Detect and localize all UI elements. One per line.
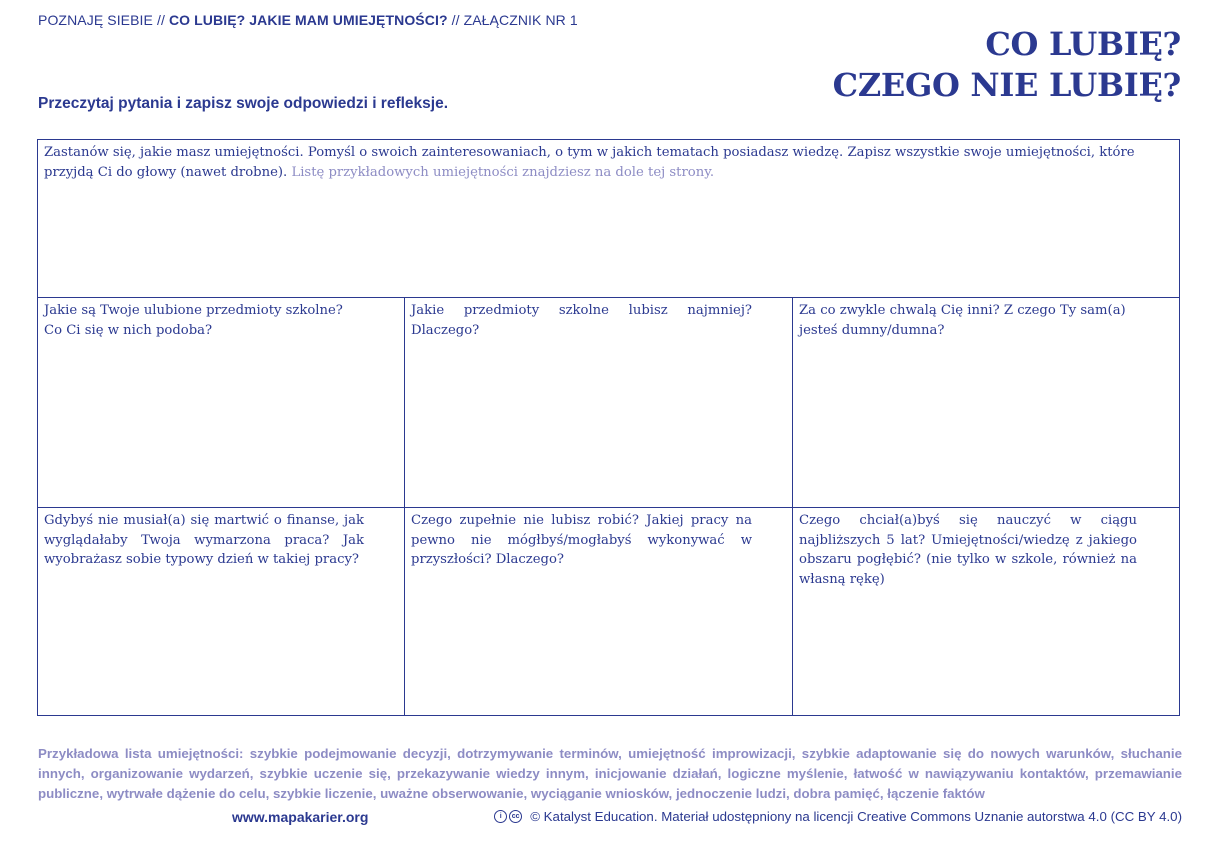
skills-answer-box[interactable]	[38, 140, 1178, 298]
website-link[interactable]: www.mapakarier.org	[232, 809, 369, 825]
cc-icon: cc	[509, 810, 522, 823]
breadcrumb-attachment: // ZAŁĄCZNIK NR 1	[447, 12, 578, 28]
least-liked-subjects-prompt: Jakie przedmioty szkolne lubisz najmniej? Dlaczego?	[411, 303, 752, 338]
worksheet-grid	[37, 139, 1180, 716]
breadcrumb	[38, 12, 578, 28]
dream-job-prompt: Gdybyś nie musiał(a) się martwić o finanse, jak wyglądałaby Twoja wymarzona praca? Jak wyobrażasz sobie typowy dzień w takiej pracy?	[44, 513, 364, 567]
dream-job-box[interactable]	[38, 508, 404, 715]
future-learning-box[interactable]	[793, 508, 1179, 715]
skills-prompt-note: Listę przykładowych umiejętności znajdziesz na dole tej strony.	[291, 164, 715, 180]
favorite-subjects-prompt: Jakie są Twoje ulubione przedmioty szkolne? Co Ci się w nich podoba?	[44, 303, 343, 338]
skills-prompt: Zastanów się, jakie masz umiejętności. Pomyśl o swoich zainteresowaniach, o tym w jakich tematach posiadasz wiedzę. Zapisz wszystkie swoje umiejętności, które przyjdą Ci do głowy (nawet drobne).	[44, 145, 1135, 180]
praise-pride-box[interactable]	[793, 298, 1179, 507]
future-learning-prompt: Czego chciał(a)byś się nauczyć w ciągu najbliższych 5 lat? Umiejętności/wiedzę z jakiego obszaru pogłębić? (nie tylko w szkole, również na własną rękę)	[799, 513, 1137, 587]
cc-by-icon: i	[494, 810, 507, 823]
example-skills-list: Przykładowa lista umiejętności: szybkie podejmowanie decyzji, dotrzymywanie terminów, umiejętność improwizacji, szybkie adaptowanie się do nowych warunków, słuchanie innych, organizowanie wydarzeń, szybkie uczenie się, przekazywanie wiedzy innym, inicjowanie działań, logiczne myślenie, łatwość w nawiązywaniu kontaktów, przemawianie publiczne, wytrwałe dążenie do celu, szybkie liczenie, uważne obserwowanie, wyciąganie wniosków, jednoczenie ludzi, dobra pamięć, łączenie faktów	[38, 746, 1182, 801]
license-notice	[494, 809, 1182, 824]
breadcrumb-topic: CO LUBIĘ? JAKIE MAM UMIEJĘTNOŚCI?	[168, 12, 448, 28]
praise-pride-prompt: Za co zwykle chwalą Cię inni? Z czego Ty sam(a) jesteś dumny/dumna?	[799, 303, 1126, 338]
disliked-work-prompt: Czego zupełnie nie lubisz robić? Jakiej pracy na pewno nie mógłbyś/mogłabyś wykonywać w przyszłości? Dlaczego?	[411, 513, 752, 567]
disliked-work-box[interactable]	[405, 508, 792, 715]
instruction-text: Przeczytaj pytania i zapisz swoje odpowiedzi i refleksje.	[38, 95, 449, 112]
title-line-1: CO LUBIĘ?	[985, 25, 1181, 63]
page-title	[833, 24, 1181, 106]
license-text: © Katalyst Education. Materiał udostępniony na licencji Creative Commons Uznanie autorstwa 4.0 (CC BY 4.0)	[530, 809, 1182, 824]
favorite-subjects-box[interactable]	[38, 298, 404, 507]
cc-icons	[494, 810, 522, 823]
least-liked-subjects-box[interactable]	[405, 298, 792, 507]
title-line-2: CZEGO NIE LUBIĘ?	[832, 66, 1181, 104]
breadcrumb-section: POZNAJĘ SIEBIE //	[38, 12, 169, 28]
